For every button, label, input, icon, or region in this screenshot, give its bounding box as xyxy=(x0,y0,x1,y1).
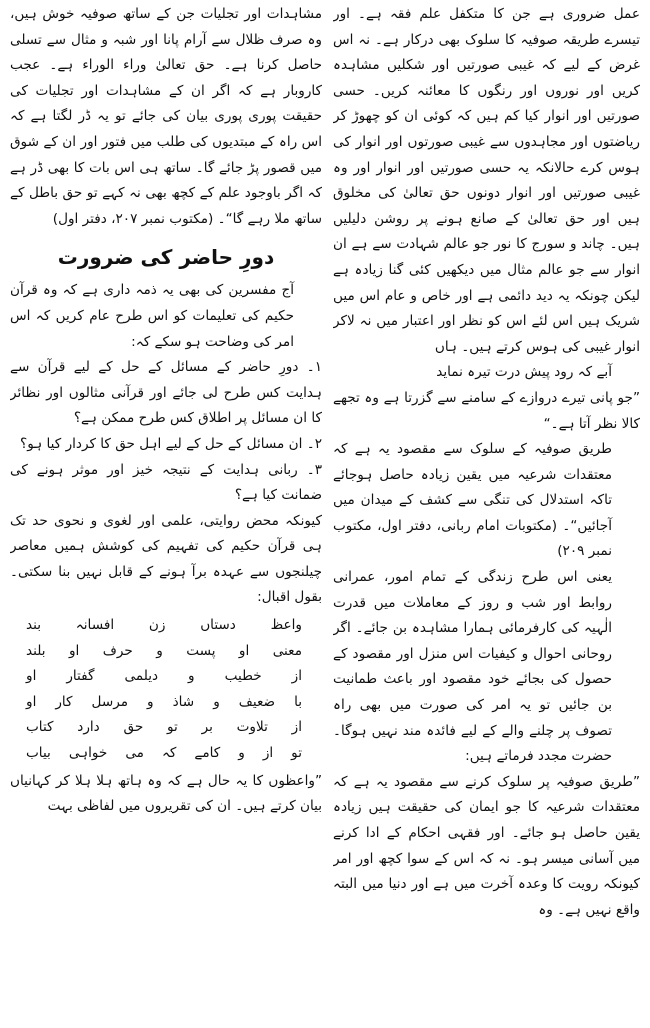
quotation: ”طریق صوفیہ پر سلوک کرنے سے مقصود یہ ہے کہ معتقدات شرعیہ کا جو ایمان کی حقیقت ہیں زیادہ یقین حاصل ہو جائے۔ اور فقہی احکام کے ادا کرنے میں آسانی میسر ہو۔ نہ کہ اس کے سوا کچھ اور امر کیونکہ رویت کا وعدہ آخرت میں ہے اور دنیا میں البتہ واقع نہیں ہے۔ وہ xyxy=(333,773,640,918)
poem-line: با ضعیف و شاذ و مرسل کار او xyxy=(26,693,302,710)
paragraph: مشاہدات اور تجلیات جن کے ساتھ صوفیہ خوش ہیں، وہ صرف ظلال سے آرام پانا اور شبہ و مثال سے تسلی حاصل کرنا ہے۔ حق تعالیٰ وراء الوراء ہے۔ عجب کاروبار ہے کہ اگر ان کے مشاہدات اور تجلیات کی حقیقت پوری پوری بیان کی جائے تو یہ ڈر لگتا ہے کہ اس راہ کے مبتدیوں کی طلب میں فتور اور ان کے شوق میں قصور پڑ جائے گا۔ ساتھ ہی اس بات کا بھی ڈر ہے کہ اگر باوجود علم کے کچھ بھی نہ کہے تو حق باطل کے ساتھ ملا رہے گا“۔ (مکتوب نمبر ۲۰۷، دفتر اول) xyxy=(10,6,322,227)
question-item: ۲۔ ان مسائل کے حل کے لیے اہل حق کا کردار کیا ہو؟ xyxy=(20,435,322,452)
poem-line: واعظ دستاں زن افسانہ بند xyxy=(26,617,302,634)
poem-line: تو از و کامے کہ می خواہی بیاب xyxy=(26,745,302,762)
paragraph: کیونکہ محض روایتی، علمی اور لغوی و نحوی حد تک ہی قرآن حکیم کی تفہیم کی کوشش ہمیں معاصر چیلنجوں سے عہدہ برآ ہونے کے قابل نہیں بنا سکتی۔ بقول اقبال: xyxy=(10,512,322,606)
persian-verse: آبے کہ رود پیش درت تیرہ نماید xyxy=(436,364,612,381)
section-heading: دورِ حاضر کی ضرورت xyxy=(57,245,275,270)
paragraph: طریق صوفیہ کے سلوک سے مقصود یہ ہے کہ معتقدات شرعیہ میں یقین زیادہ حاصل ہوجائے تاکہ استدلال کی تنگی سے کشف کے میدان میں آجائیں“۔ (مکتوبات امام ربانی، دفتر اول، مکتوب نمبر ۲۰۹) xyxy=(333,441,612,560)
poem-line: از تلاوت بر تو حق دارد کتاب xyxy=(26,719,302,736)
question-item: ۱۔ دورِ حاضر کے مسائل کے حل کے لیے قرآن سے ہدایت کس طرح لی جائے اور قرآنی مثالوں اور نظائر کا ان مسائل پر اطلاق کس طرح ممکن ہے؟ xyxy=(10,359,322,427)
poem-line: از خطیب و دیلمی گفتار او xyxy=(26,668,302,685)
poem-line: معنی او پست و حرف او بلند xyxy=(26,642,302,659)
right-column xyxy=(333,2,640,1026)
paragraph: ”واعظوں کا یہ حال ہے کہ وہ ہاتھ ہلا ہلا کر کہانیاں بیان کرتے ہیں۔ ان کی تقریروں میں لفاظی بہت xyxy=(10,772,322,815)
verse-translation: ”جو پانی تیرے دروازے کے سامنے سے گزرتا ہے وہ تجھے کالا نظر آتا ہے۔“ xyxy=(333,389,640,432)
paragraph: یعنی اس طرح زندگی کے تمام امور، عمرانی روابط اور شب و روز کے معاملات میں قدرت الٰہیہ کی کارفرمائی ہمارا مشاہدہ بن جائے۔ اگر روحانی احوال و کیفیات اس منزل اور مقصود کے حصول کی بجائے خود مقصود اور باعث طمانیت بن جائیں تو یہ امر کی صورت میں بھی راہ تصوف پر چلنے والے کے لیے فائدہ مند نہیں ہوگا۔ حضرت مجدد فرماتے ہیں: xyxy=(333,569,612,765)
poem xyxy=(10,613,322,767)
paragraph: عمل ضروری ہے جن کا متکفل علم فقہ ہے۔ اور تیسرے طریقہ صوفیہ کا سلوک بھی درکار ہے۔ نہ اس غرض کے لیے کہ غیبی صورتیں اور شکلیں مشاہدہ کریں اور نوروں اور رنگوں کا معائنہ کریں۔ حسی صورتیں اور انوار کیا کم ہیں کہ کوئی ان کو چھوڑ کر ریاضتوں اور مجاہدوں سے غیبی صورتوں اور انوار کی ہوس کرے حالانکہ یہ حسی صورتیں اور انوار اور وہ غیبی صورتیں اور انوار دونوں حق تعالیٰ کی مخلوق ہیں اور حق تعالیٰ کے صانع ہونے پر روشن دلیلیں ہیں۔ چاند و سورج کا نور جو عالم شہادت سے ہے ان انوار سے جو عالم مثال میں دیکھیں کئی گنا زیادہ ہے لیکن چونکہ یہ دید دائمی ہے اور خاص و عام اس میں شریک ہیں اس لئے اس کو نظر اور اعتبار میں نہ لاکر انوار غیبی کی ہوس کرتے ہیں۔ ہاں xyxy=(333,6,640,355)
question-item: ۳۔ ربانی ہدایت کے نتیجہ خیز اور موثر ہونے کی ضمانت کیا ہے؟ xyxy=(10,461,322,504)
paragraph: آج مفسرین کی بھی یہ ذمہ داری ہے کہ وہ قرآن حکیم کی تعلیمات کو اس طرح عام کریں کہ اس امر کی وضاحت ہو سکے کہ: xyxy=(10,282,294,350)
left-column xyxy=(10,2,322,1026)
